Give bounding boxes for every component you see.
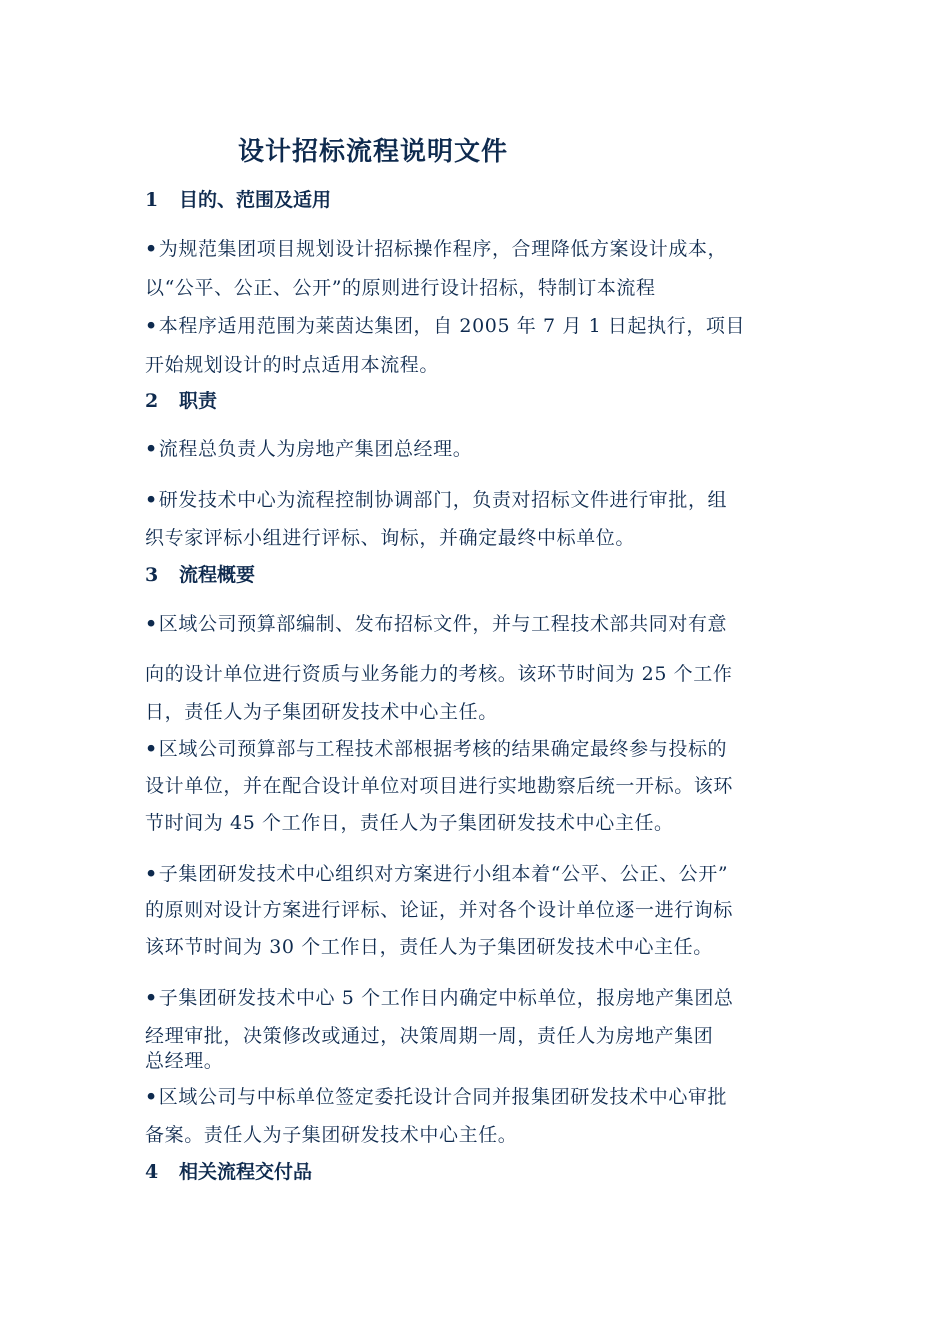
line-text: 子集团研发技术中心组织对方案进行小组本着“公平、公正、公开” bbox=[158, 863, 729, 885]
section-heading-2 bbox=[145, 386, 217, 413]
section-heading-text: 流程概要 bbox=[179, 564, 256, 586]
paragraph-line: 开始规划设计的时点适用本流程。 bbox=[145, 354, 440, 376]
paragraph-line bbox=[145, 1082, 727, 1109]
paragraph-line: 设计单位，并在配合设计单位对项目进行实地勘察后统一开标。该环 bbox=[145, 775, 734, 797]
line-text: 区域公司与中标单位签定委托设计合同并报集团研发技术中心审批 bbox=[158, 1086, 728, 1108]
paragraph-line: 总经理。 bbox=[145, 1050, 224, 1072]
line-text: 流程总负责人为房地产集团总经理。 bbox=[158, 438, 473, 460]
paragraph-line: 该环节时间为 30 个工作日，责任人为子集团研发技术中心主任。 bbox=[145, 936, 713, 958]
bullet-icon: • bbox=[145, 613, 158, 635]
bullet-icon: • bbox=[145, 238, 158, 260]
paragraph-line bbox=[145, 485, 727, 512]
paragraph-line: 经理审批，决策修改或通过，决策周期一周，责任人为房地产集团 bbox=[145, 1025, 714, 1047]
paragraph-line bbox=[145, 311, 745, 338]
paragraph-line: 的原则对设计方案进行评标、论证，并对各个设计单位逐一进行询标 bbox=[145, 899, 734, 921]
bullet-icon: • bbox=[145, 863, 158, 885]
section-heading-text: 职责 bbox=[179, 390, 218, 412]
line-text: 区域公司预算部编制、发布招标文件，并与工程技术部共同对有意 bbox=[158, 613, 728, 635]
section-heading-3 bbox=[145, 560, 255, 587]
paragraph-line bbox=[145, 609, 727, 636]
bullet-icon: • bbox=[145, 987, 158, 1009]
line-text: 本程序适用范围为莱茵达集团，自 2005 年 7 月 1 日起执行，项目 bbox=[158, 315, 746, 337]
bullet-icon: • bbox=[145, 1086, 158, 1108]
line-text: 区域公司预算部与工程技术部根据考核的结果确定最终参与投标的 bbox=[158, 738, 728, 760]
line-text: 子集团研发技术中心 5 个工作日内确定中标单位，报房地产集团总 bbox=[158, 987, 734, 1009]
bullet-icon: • bbox=[145, 738, 158, 760]
paragraph-line: 日，责任人为子集团研发技术中心主任。 bbox=[145, 701, 498, 723]
section-heading-text: 目的、范围及适用 bbox=[179, 189, 332, 211]
line-text: 研发技术中心为流程控制协调部门，负责对招标文件进行审批，组 bbox=[158, 489, 728, 511]
section-number: 4 bbox=[145, 1161, 159, 1183]
paragraph-line bbox=[145, 859, 728, 886]
bullet-icon: • bbox=[145, 438, 158, 460]
section-heading-text: 相关流程交付品 bbox=[179, 1161, 313, 1183]
paragraph-line: 以“公平、公正、公开”的原则进行设计招标，特制订本流程 bbox=[145, 277, 656, 299]
section-heading-4 bbox=[145, 1157, 312, 1184]
paragraph-line bbox=[145, 734, 727, 761]
paragraph-line: 向的设计单位进行资质与业务能力的考核。该环节时间为 25 个工作 bbox=[145, 663, 733, 685]
paragraph-line: 节时间为 45 个工作日，责任人为子集团研发技术中心主任。 bbox=[145, 812, 674, 834]
document-title: 设计招标流程说明文件 bbox=[238, 137, 509, 167]
paragraph-line bbox=[145, 234, 727, 261]
line-text: 为规范集团项目规划设计招标操作程序，合理降低方案设计成本， bbox=[158, 238, 728, 260]
paragraph-line bbox=[145, 434, 472, 461]
paragraph-line: 织专家评标小组进行评标、询标，并确定最终中标单位。 bbox=[145, 527, 636, 549]
section-number: 3 bbox=[145, 564, 159, 586]
bullet-icon: • bbox=[145, 489, 158, 511]
paragraph-line bbox=[145, 983, 734, 1010]
section-number: 1 bbox=[145, 189, 159, 211]
section-heading-1 bbox=[145, 185, 331, 212]
section-number: 2 bbox=[145, 390, 159, 412]
bullet-icon: • bbox=[145, 315, 158, 337]
paragraph-line: 备案。责任人为子集团研发技术中心主任。 bbox=[145, 1124, 518, 1146]
